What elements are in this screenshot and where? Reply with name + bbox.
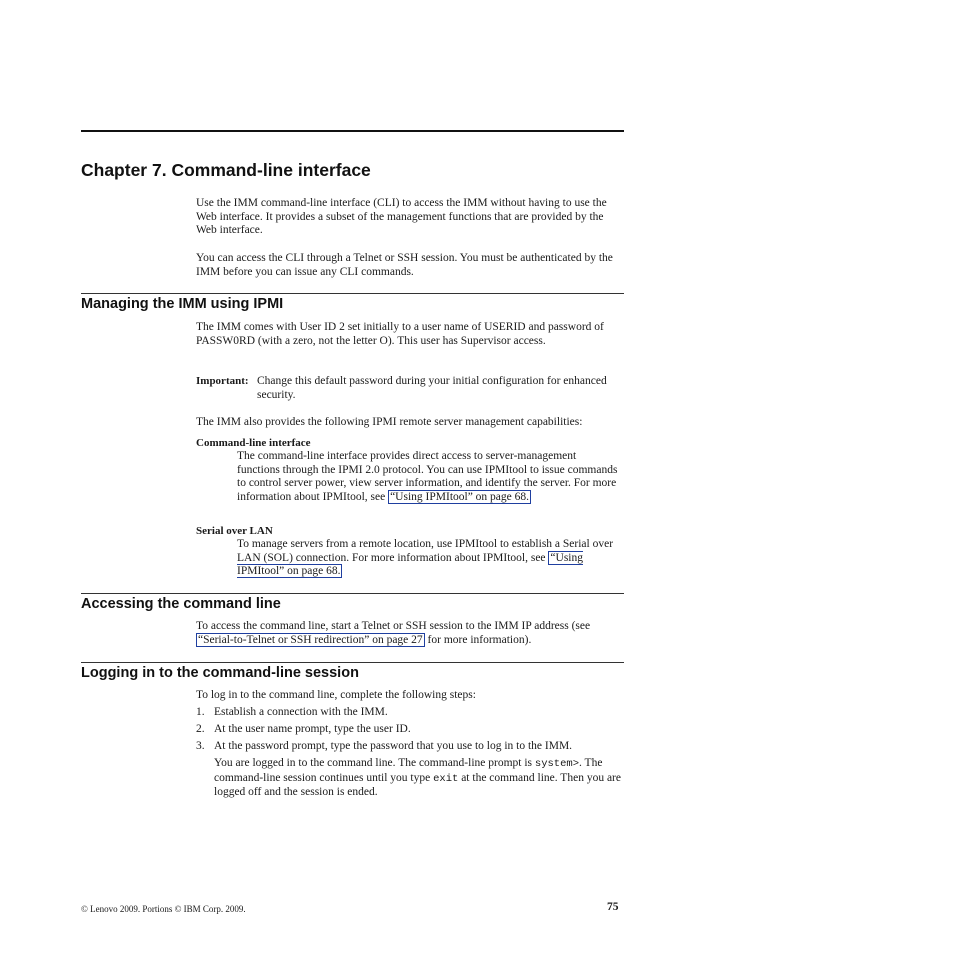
link-using-ipmitool-1[interactable]: “Using IPMItool” on page 68. xyxy=(390,491,530,504)
section-rule-logging-in xyxy=(81,662,624,663)
term-command-line-interface-definition xyxy=(237,450,619,505)
link-using-ipmitool-2[interactable]: “Using IPMItool” on page 68. xyxy=(237,551,583,578)
accessing-text-after: for more information). xyxy=(427,633,532,646)
term1-text: The command-line interface provides direct access to server-management functions through the IPMI 2.0 protocol. You can use IPMItool to issue commands to control server power, view server information, and identify the server. For more information about IPMItool, see xyxy=(237,450,618,504)
step-1 xyxy=(196,706,626,720)
accessing-paragraph xyxy=(196,620,626,647)
step-3-result xyxy=(214,757,624,800)
step-2-number: 2. xyxy=(196,723,205,735)
section-rule-accessing xyxy=(81,593,624,594)
accessing-text-before: To access the command line, start a Telnet or SSH session to the IMM IP address (see xyxy=(196,620,591,632)
ipmi-paragraph-1: The IMM comes with User ID 2 set initially to a user name of USERID and password of PASSW0RD (with a zero, not the letter O). This user has Supervisor access. xyxy=(196,321,604,347)
chapter-title: Chapter 7. Command-line interface xyxy=(81,160,371,180)
chapter-top-rule xyxy=(81,130,624,132)
step-2-text: At the user name prompt, type the user ID. xyxy=(214,723,411,735)
step-3-number: 3. xyxy=(196,740,205,752)
term-command-line-interface: Command-line interface xyxy=(196,437,311,449)
section-rule-ipmi xyxy=(81,293,624,294)
term2-text: To manage servers from a remote location, use IPMItool to establish a Serial over LAN (SOL) connection. For more information about IPMItool, see xyxy=(237,538,614,564)
link-serial-to-telnet[interactable]: “Serial-to-Telnet or SSH redirection” on page 27 xyxy=(198,633,423,646)
step-2 xyxy=(196,723,626,737)
section-title-accessing: Accessing the command line xyxy=(81,596,281,612)
step-3 xyxy=(196,740,636,754)
section-title-logging-in: Logging in to the command-line session xyxy=(81,665,359,681)
prompt-code: system> xyxy=(534,758,579,770)
step-1-text: Establish a connection with the IMM. xyxy=(214,706,388,718)
term-serial-over-lan: Serial over LAN xyxy=(196,525,273,537)
intro-paragraph-1: Use the IMM command-line interface (CLI) to access the IMM without having to use the Web interface. It provides a subset of the management functions that are provided by the Web interface. xyxy=(196,197,607,237)
page-number: 75 xyxy=(607,901,619,913)
important-label: Important: xyxy=(196,375,249,387)
step-1-number: 1. xyxy=(196,706,205,718)
logging-in-intro: To log in to the command line, complete the following steps: xyxy=(196,689,476,701)
ipmi-paragraph-2: The IMM also provides the following IPMI remote server management capabilities: xyxy=(196,416,583,428)
exit-code: exit xyxy=(433,772,459,785)
term-serial-over-lan-definition xyxy=(237,538,619,579)
result-text-b: . The command-line session continues until you type xyxy=(214,757,603,784)
section-title-ipmi: Managing the IMM using IPMI xyxy=(81,296,284,312)
intro-paragraph-2: You can access the CLI through a Telnet or SSH session. You must be authenticated by the IMM before you can issue any CLI commands. xyxy=(196,252,613,278)
footer-copyright: © Lenovo 2009. Portions © IBM Corp. 2009. xyxy=(81,904,246,914)
important-text: Change this default password during your initial configuration for enhanced security. xyxy=(257,375,607,401)
important-note xyxy=(196,375,626,402)
step-3-text: At the password prompt, type the password that you use to log in to the IMM. xyxy=(214,740,573,752)
result-text-c: at the command line. Then you are logged off and the session is ended. xyxy=(214,771,621,799)
result-text-a: You are logged in to the command line. The command-line prompt is xyxy=(214,757,533,769)
